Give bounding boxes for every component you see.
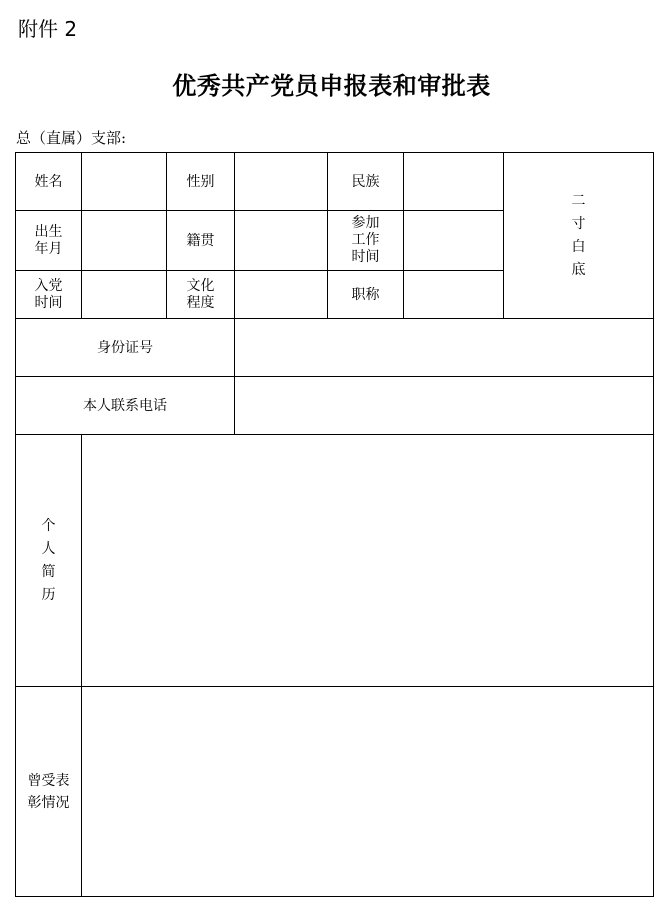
awards-label-cell bbox=[16, 687, 82, 897]
phone-label: 本人联系电话 bbox=[83, 397, 167, 414]
work-start-label: 参加工作时间 bbox=[351, 215, 380, 265]
gender-label: 性别 bbox=[186, 173, 215, 190]
photo-label: 二寸白底 bbox=[571, 192, 586, 278]
resume-label: 个人简历 bbox=[41, 517, 56, 603]
row-basic-1 bbox=[16, 153, 654, 211]
gender-field[interactable] bbox=[235, 153, 328, 211]
row-phone bbox=[16, 377, 654, 435]
native-place-label: 籍贯 bbox=[186, 232, 215, 249]
id-number-label: 身份证号 bbox=[97, 339, 153, 356]
ethnicity-field[interactable] bbox=[404, 153, 504, 211]
ethnicity-label-cell bbox=[328, 153, 404, 211]
phone-field[interactable] bbox=[235, 377, 654, 435]
row-id-number bbox=[16, 319, 654, 377]
job-title-label: 职称 bbox=[351, 286, 380, 303]
resume-field[interactable] bbox=[82, 435, 654, 687]
row-resume bbox=[16, 435, 654, 687]
native-place-label-cell bbox=[167, 211, 235, 271]
job-title-field[interactable] bbox=[404, 271, 504, 319]
ethnicity-label: 民族 bbox=[351, 173, 380, 190]
native-place-field[interactable] bbox=[235, 211, 328, 271]
education-label: 文化程度 bbox=[186, 277, 215, 311]
phone-label-cell bbox=[16, 377, 235, 435]
name-label-cell bbox=[16, 153, 82, 211]
row-awards bbox=[16, 687, 654, 897]
form-title: 优秀共产党员申报表和审批表 bbox=[172, 71, 491, 100]
id-number-field[interactable] bbox=[235, 319, 654, 377]
application-form-table bbox=[15, 152, 654, 897]
birth-label: 出生年月 bbox=[34, 223, 63, 257]
birth-label-cell bbox=[16, 211, 82, 271]
work-start-field[interactable] bbox=[404, 211, 504, 271]
party-join-field[interactable] bbox=[82, 271, 167, 319]
education-label-cell bbox=[167, 271, 235, 319]
work-start-label-cell bbox=[328, 211, 404, 271]
awards-field[interactable] bbox=[82, 687, 654, 897]
branch-label: 总（直属）支部: bbox=[16, 129, 127, 147]
job-title-label-cell bbox=[328, 271, 404, 319]
gender-label-cell bbox=[167, 153, 235, 211]
party-join-label: 入党时间 bbox=[34, 277, 63, 311]
resume-label-cell bbox=[16, 435, 82, 687]
photo-box[interactable] bbox=[504, 153, 654, 319]
education-field[interactable] bbox=[235, 271, 328, 319]
party-join-label-cell bbox=[16, 271, 82, 319]
attachment-label: 附件 2 bbox=[18, 17, 78, 41]
name-label: 姓名 bbox=[34, 173, 63, 190]
birth-field[interactable] bbox=[82, 211, 167, 271]
id-number-label-cell bbox=[16, 319, 235, 377]
awards-label: 曾受表彰情况 bbox=[27, 772, 70, 811]
name-field[interactable] bbox=[82, 153, 167, 211]
